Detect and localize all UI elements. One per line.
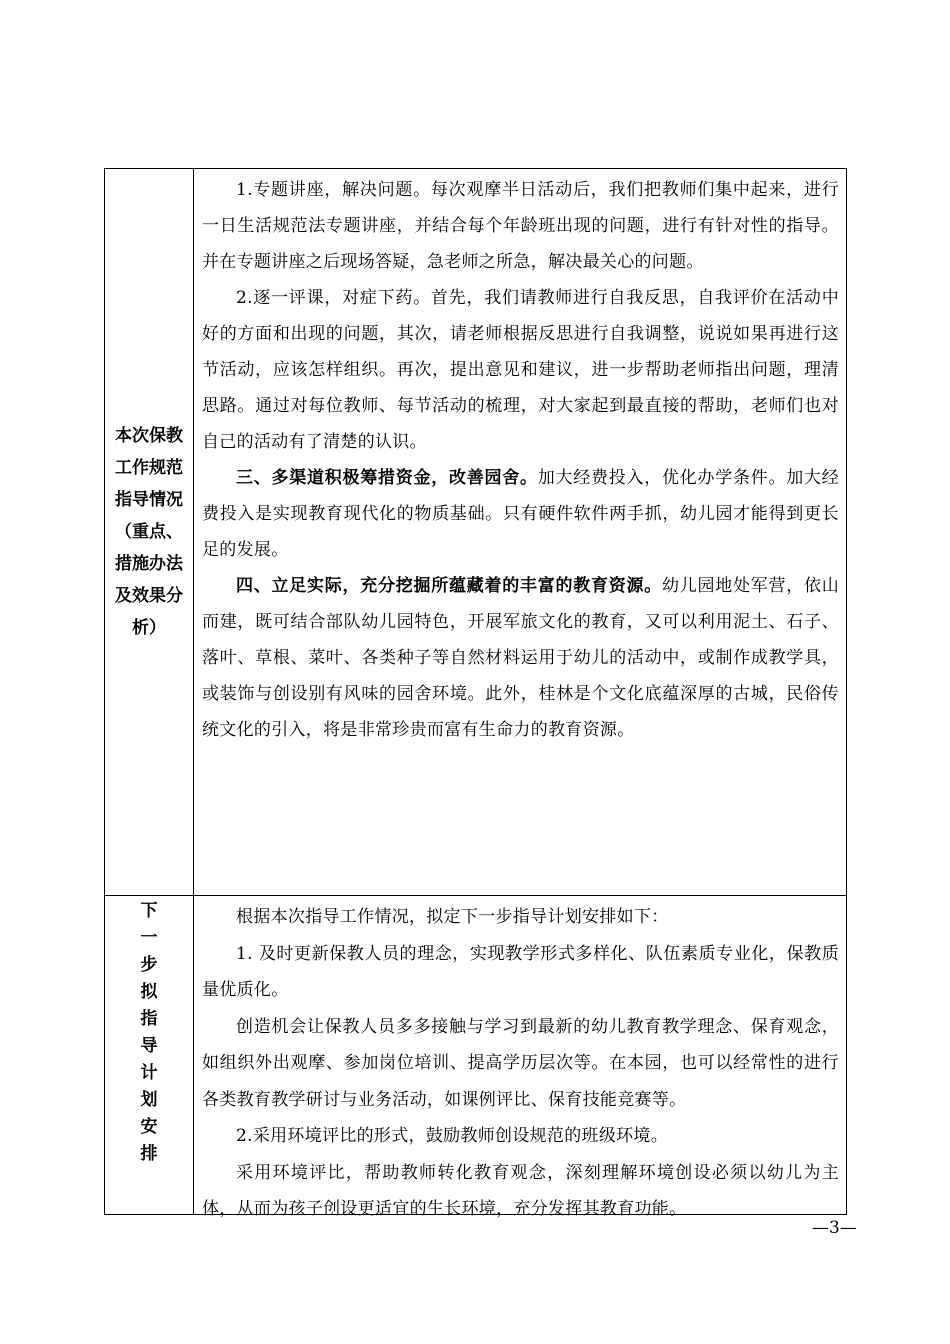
guidance-heading: 四、立足实际，充分挖掘所蕴藏着的丰富的教育资源。: [236, 576, 662, 596]
guidance-row: [105, 169, 847, 896]
next-plan-paragraph: 采用环境评比，帮助教师转化教育观念，深刻理解环境创设必须以幼儿为主体，从而为孩子创设更适宜的生长环境，充分发挥其教育功能。: [202, 1162, 839, 1219]
guidance-label-cell: [105, 169, 194, 896]
next-plan-label-cell: [105, 896, 194, 1215]
next-plan-paragraph: 根据本次指导工作情况，拟定下一步指导计划安排如下：: [236, 907, 669, 927]
next-plan-row: [105, 896, 847, 1215]
next-plan-paragraph: 2.采用环境评比的形式，鼓励教师创设规范的班级环境。: [236, 1126, 669, 1146]
next-plan-paragraph: 创造机会让保教人员多多接触与学习到最新的幼儿教育教学理念、保育观念，如组织外出观摩、参加岗位培训、提高学历层次等。在本园，也可以经常性的进行各类教育教学研讨与业务活动，如课例评比、保育技能竞赛等。: [202, 1016, 839, 1110]
next-plan-content-cell: [194, 896, 847, 1219]
next-plan-label: 下一步拟指导计划安排: [140, 901, 158, 1164]
guidance-paragraph: 三、多渠道积极筹措资金，改善园舍。加大经费投入，优化办学条件。加大经费投入是实现教育现代化的物质基础。只有硬件软件两手抓，幼儿园才能得到更长足的发展。: [202, 468, 839, 560]
guidance-label: 本次保教工作规范指导情况（重点、措施办法及效果分析）: [115, 426, 183, 638]
guidance-paragraph: 2.逐一评课，对症下药。首先，我们请教师进行自我反思，自我评价在活动中好的方面和出现的问题，其次，请老师根据反思进行自我调整，说说如果再进行这节活动，应该怎样组织。再次，提出意见和建议，进一步帮助老师指出问题，理清思路。通过对每位教师、每节活动的梳理，对大家起到最直接的帮助，老师们也对自己的活动有了清楚的认识。: [202, 288, 839, 452]
page-number: —3—: [812, 1218, 857, 1238]
guidance-paragraph: 四、立足实际，充分挖掘所蕴藏着的丰富的教育资源。幼儿园地处军营，依山而建，既可结合部队幼儿园特色，开展军旅文化的教育，又可以利用泥土、石子、落叶、草根、菜叶、各类种子等自然材料运用于幼儿的活动中，或制作成教学具，或装饰与创设别有风味的园舍环境。此外，桂林是个文化底蕴深厚的古城，民俗传统文化的引入，将是非常珍贵而富有生命力的教育资源。: [202, 576, 840, 740]
next-plan-paragraph: 1. 及时更新保教人员的理念，实现教学形式多样化、队伍素质专业化，保教质量优质化。: [202, 943, 839, 1000]
guidance-paragraph: 1.专题讲座，解决问题。每次观摩半日活动后，我们把教师们集中起来，进行一日生活规范法专题讲座，并结合每个年龄班出现的问题，进行有针对性的指导。并在专题讲座之后现场答疑，急老师之所急，解决最关心的问题。: [202, 180, 839, 272]
guidance-content-cell: [194, 169, 847, 896]
report-form-table: [104, 168, 847, 1219]
guidance-heading: 三、多渠道积极筹措资金，改善园舍。: [236, 468, 538, 488]
